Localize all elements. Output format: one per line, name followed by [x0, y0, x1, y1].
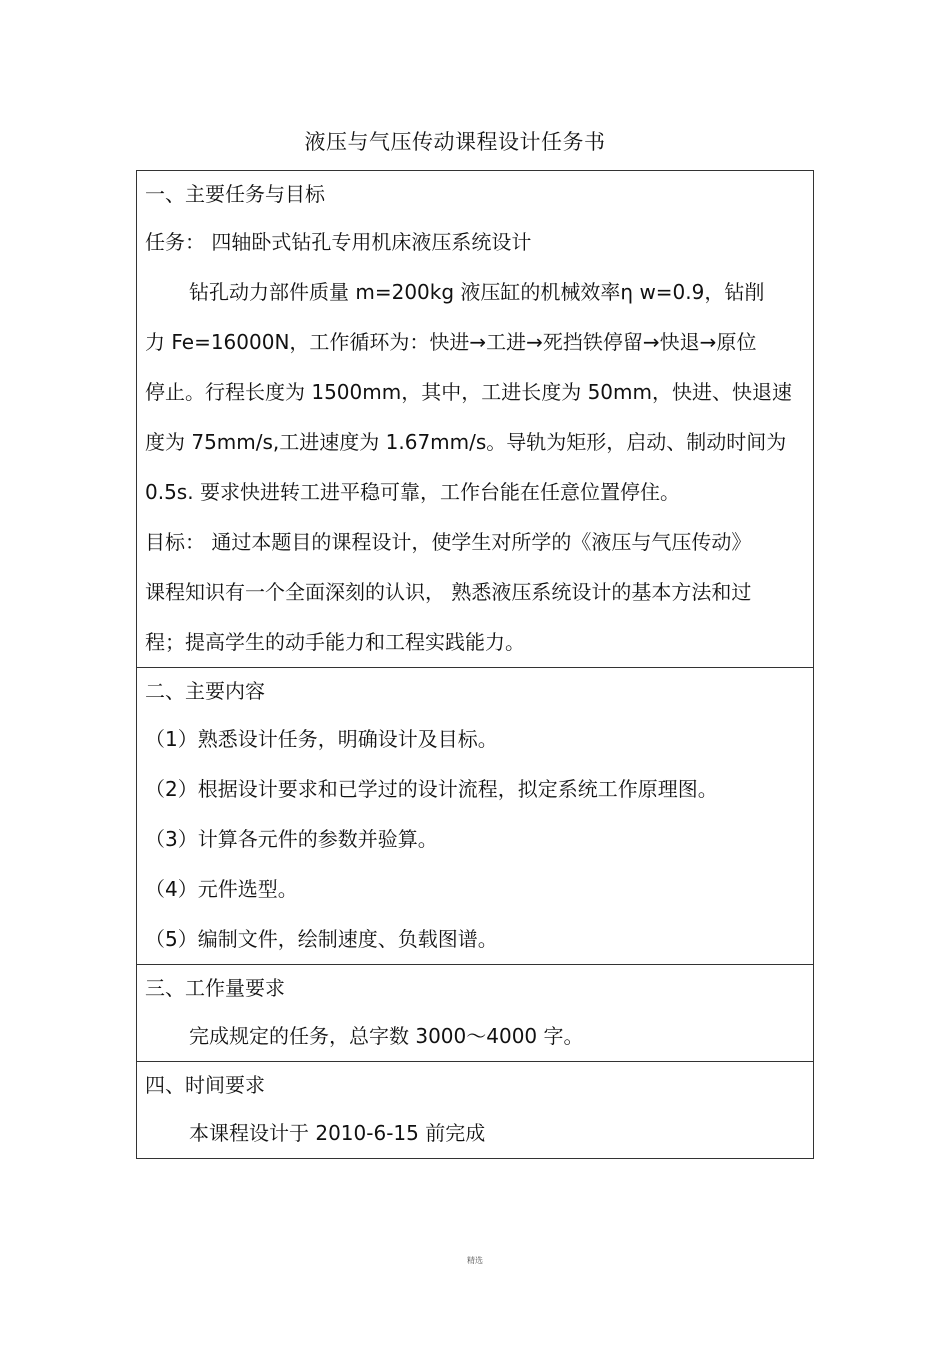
list-item: （2）根据设计要求和已学过的设计流程，拟定系统工作原理图。	[145, 777, 718, 801]
text-line: 度为 75mm/s,工进速度为 1.67mm/s。导轨为矩形，启动、制动时间为	[145, 430, 787, 454]
text-line: 任务： 四轴卧式钻孔专用机床液压系统设计	[145, 230, 532, 254]
list-item: （5）编制文件，绘制速度、负载图谱。	[145, 927, 498, 951]
section-cell	[137, 171, 814, 668]
text-line: 目标： 通过本题目的课程设计，使学生对所学的《液压与气压传动》	[145, 530, 752, 554]
text-line: 力 Fe=16000N，工作循环为：快进→工进→死挡铁停留→快退→原位	[145, 330, 757, 354]
section-cell	[137, 668, 814, 965]
section-workload	[137, 965, 814, 1062]
section-heading: 三、工作量要求	[145, 976, 285, 1000]
list-item: （4）元件选型。	[145, 877, 298, 901]
section-heading: 一、主要任务与目标	[145, 182, 325, 206]
section-time	[137, 1062, 814, 1159]
text-line: 0.5s. 要求快进转工进平稳可靠，工作台能在任意位置停住。	[145, 480, 680, 504]
section-heading: 二、主要内容	[145, 679, 265, 703]
task-table	[136, 170, 814, 1159]
text-line: 本课程设计于 2010-6-15 前完成	[189, 1121, 486, 1145]
text-line: 课程知识有一个全面深刻的认识， 熟悉液压系统设计的基本方法和过	[145, 580, 752, 604]
text-line: 完成规定的任务，总字数 3000～4000 字。	[189, 1024, 584, 1048]
text-line: 停止。行程长度为 1500mm，其中，工进长度为 50mm，快进、快退速	[145, 380, 792, 404]
section-heading: 四、时间要求	[145, 1073, 265, 1097]
list-item: （1）熟悉设计任务，明确设计及目标。	[145, 727, 498, 751]
section-cell	[137, 965, 814, 1062]
text-line: 钻孔动力部件质量 m=200kg 液压缸的机械效率η w=0.9，钻削	[189, 280, 765, 304]
text-line: 程；提高学生的动手能力和工程实践能力。	[145, 630, 525, 654]
section-main-task	[137, 171, 814, 668]
document-title: 液压与气压传动课程设计任务书	[304, 130, 606, 154]
section-main-content	[137, 668, 814, 965]
section-cell	[137, 1062, 814, 1159]
page-footer-mark: 精选	[467, 1256, 483, 1265]
list-item: （3）计算各元件的参数并验算。	[145, 827, 438, 851]
